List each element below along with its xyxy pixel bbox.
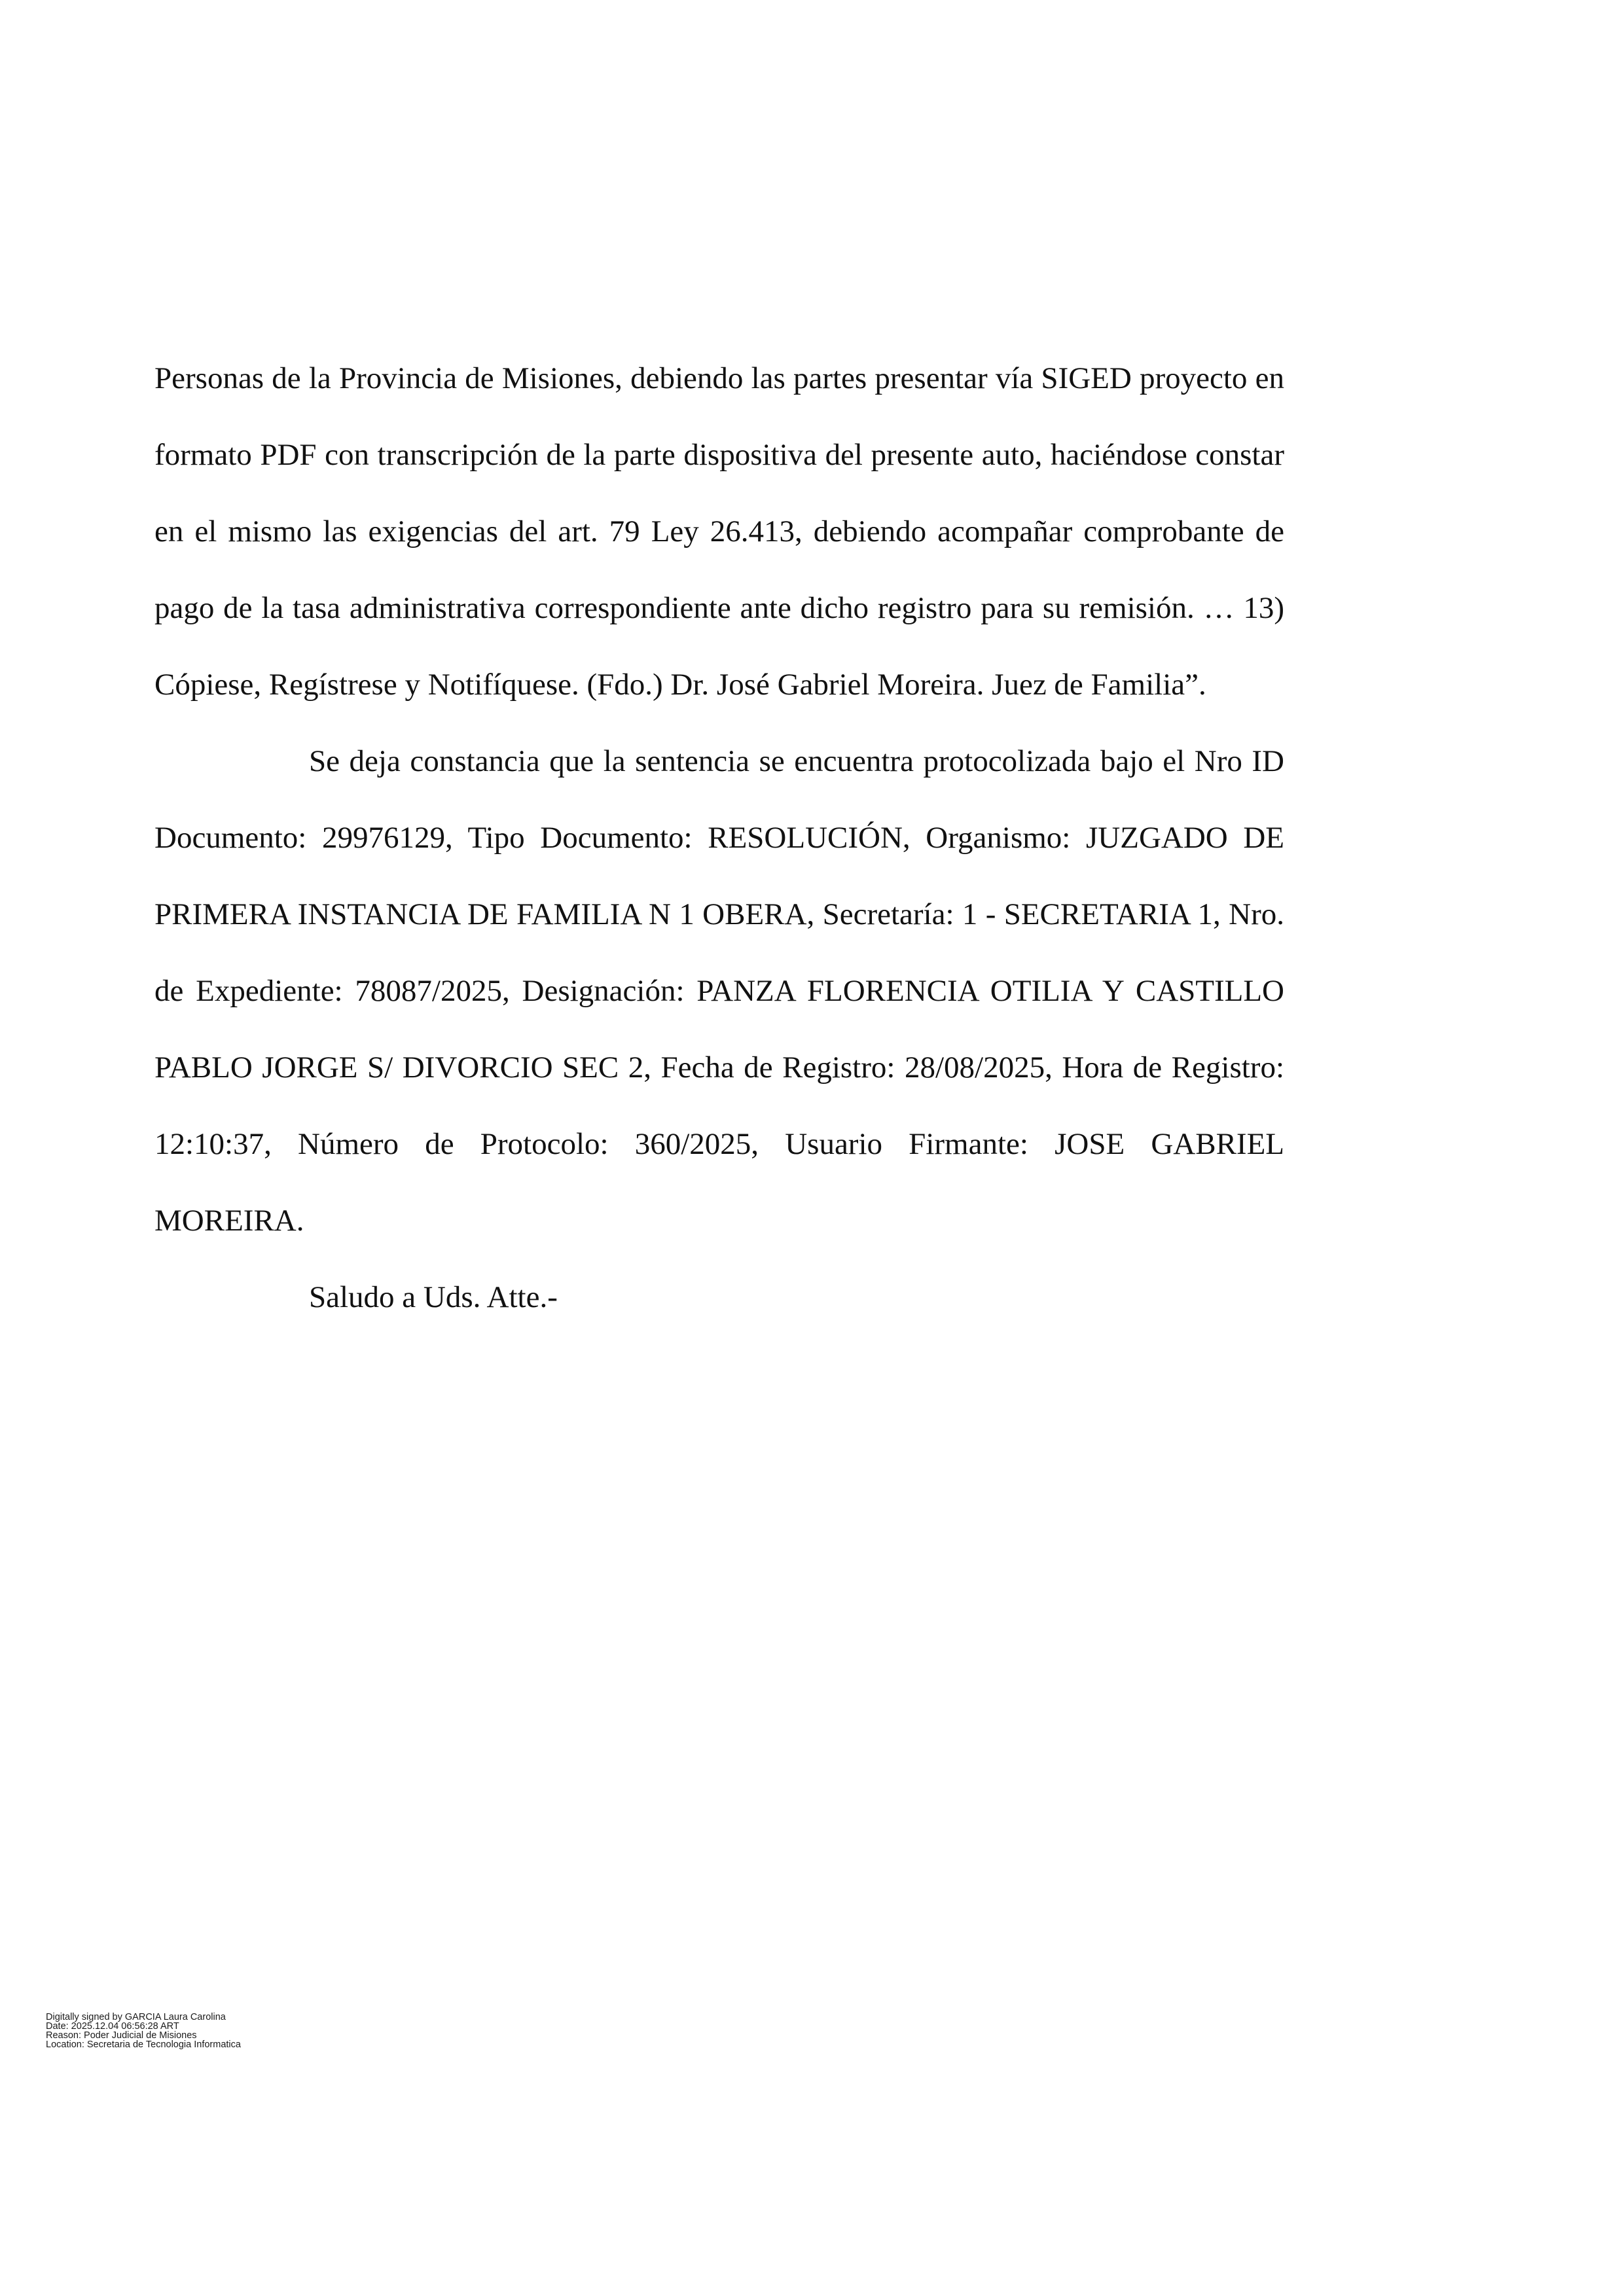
paragraph-closing-greeting: Saludo a Uds. Atte.- [309,1280,558,1314]
signature-location: Location: Secretaria de Tecnologia Informatica [46,2039,241,2050]
document-body [154,340,1284,1336]
signature-reason: Reason: Poder Judicial de Misiones [46,2030,197,2041]
signature-signed-by: Digitally signed by GARCIA Laura Carolina [46,2012,226,2022]
paragraph-protocol-record: Se deja constancia que la sentencia se encuentra protocolizada bajo el Nro ID Documento: 29976129, Tipo Documento: RESOLUCIÓN, Organismo: JUZGADO DE PRIMERA INSTANCIA DE FAMILIA N 1 OBERA, Secretaría: 1 - SECRETARIA 1, Nro. de Expediente: 78087/2025, Designación: PANZA FLORENCIA OTILIA Y CASTILLO PABLO JORGE S/ DIVORCIO SEC 2, Fecha de Registro: 28/08/2025, Hora de Registro: 12:10:37, Número de Protocolo: 360/2025, Usuario Firmante: JOSE GABRIEL MOREIRA. [154,744,1284,1238]
paragraph-resolution-transcript: Personas de la Provincia de Misiones, debiendo las partes presentar vía SIGED proyecto en formato PDF con transcripción de la parte dispositiva del presente auto, haciéndose constar en el mismo las exigencias del art. 79 Ley 26.413, debiendo acompañar comprobante de pago de la tasa administrativa correspondiente ante dicho registro para su remisión. … 13) Cópiese, Regístrese y Notifíquese. (Fdo.) Dr. José Gabriel Moreira. Juez de Familia”. [154,361,1284,702]
digital-signature-stamp [46,2013,321,2049]
signature-date: Date: 2025.12.04 06:56:28 ART [46,2021,179,2032]
